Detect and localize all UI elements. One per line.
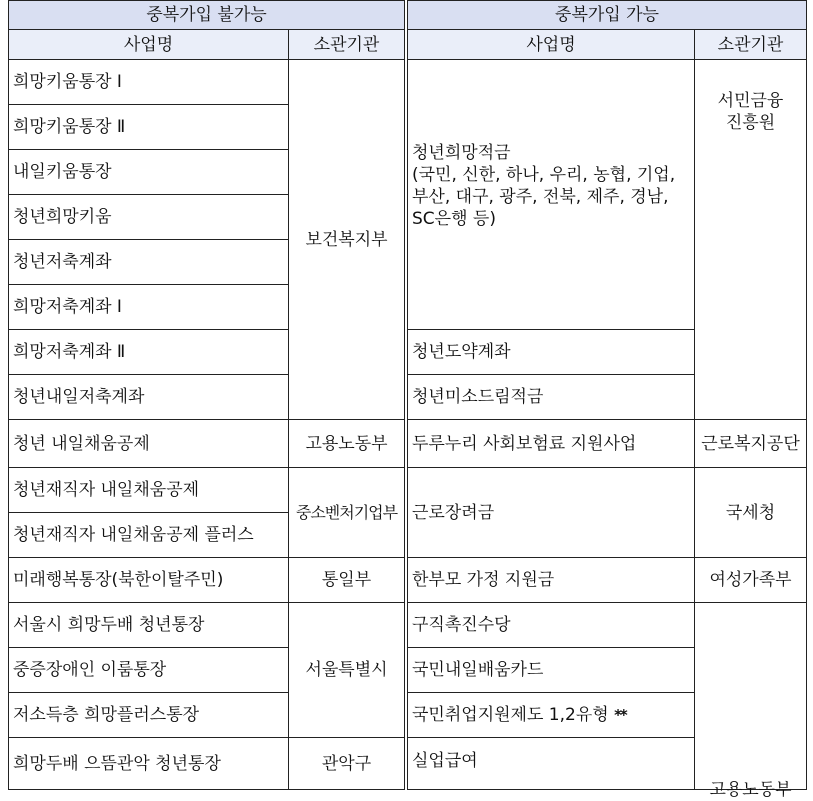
right-col-agency-header: 소관기관 [695, 30, 807, 60]
right-agency-cell [695, 603, 807, 800]
left-col-name-header: 사업명 [9, 30, 289, 60]
left-program-cell: 청년재직자 내일채움공제 [9, 468, 289, 513]
left-program-cell: 내일키움통장 [9, 150, 289, 195]
right-agency-cell [695, 60, 807, 420]
header-not-allowed: 중복가입 불가능 [9, 1, 405, 30]
left-program-cell: 청년재직자 내일채움공제 플러스 [9, 513, 289, 558]
left-col-agency-header: 소관기관 [289, 30, 405, 60]
right-agency-text: 서민금융 진흥원 [717, 90, 784, 133]
column-gap [405, 195, 408, 240]
left-agency-cell: 중소벤처기업부 [289, 468, 405, 558]
right-agency-text: 고용노동부 [709, 780, 792, 800]
program-comparison-table [8, 0, 807, 800]
left-program-cell: 서울시 희망두배 청년통장 [9, 603, 289, 648]
right-program-cell: 청년도약계좌 [408, 330, 695, 375]
right-program-text: 청년희망적금 (국민, 신한, 하나, 우리, 농협, 기업, 부산, 대구, 광주, 전북, 제주, 경남, SC은행 등) [412, 143, 676, 229]
right-program-cell [408, 693, 695, 738]
column-gap [405, 150, 408, 195]
left-agency-cell: 보건복지부 [289, 60, 405, 420]
column-gap [405, 240, 408, 285]
asterisk-mark: ** [614, 706, 626, 724]
right-program-cell: 두루누리 사회보험료 지원사업 [408, 420, 695, 468]
left-program-cell: 희망저축계좌 Ⅱ [9, 330, 289, 375]
right-program-cell: 한부모 가정 지원금 [408, 558, 695, 603]
right-col-name-header: 사업명 [408, 30, 695, 60]
left-program-cell: 희망키움통장 Ⅱ [9, 105, 289, 150]
left-program-cell: 청년저축계좌 [9, 240, 289, 285]
right-agency-cell: 여성가족부 [695, 558, 807, 603]
column-gap [405, 285, 408, 330]
left-agency-cell: 고용노동부 [289, 420, 405, 468]
left-agency-cell: 통일부 [289, 558, 405, 603]
right-program-cell: 청년미소드림적금 [408, 375, 695, 420]
right-program-cell: 구직촉진수당 [408, 603, 695, 648]
right-program-cell: 근로장려금 [408, 468, 695, 558]
left-agency-cell: 서울특별시 [289, 603, 405, 738]
right-program-cell: 국민내일배움카드 [408, 648, 695, 693]
left-program-cell: 청년희망키움 [9, 195, 289, 240]
right-program-cell [408, 60, 695, 330]
left-program-cell: 청년내일저축계좌 [9, 375, 289, 420]
left-agency-cell: 관악구 [289, 738, 405, 790]
header-allowed: 중복가입 가능 [408, 1, 807, 30]
left-program-cell: 희망저축계좌 Ⅰ [9, 285, 289, 330]
right-agency-cell: 근로복지공단 [695, 420, 807, 468]
column-gap [405, 513, 408, 558]
left-program-cell: 희망두배 으뜸관악 청년통장 [9, 738, 289, 790]
left-program-cell: 희망키움통장 Ⅰ [9, 60, 289, 105]
right-program-text: 국민취업지원제도 1,2유형 [412, 705, 609, 725]
right-program-cell: 실업급여 [408, 738, 695, 790]
column-gap [405, 105, 408, 150]
left-program-cell: 청년 내일채움공제 [9, 420, 289, 468]
left-program-cell: 중증장애인 이룸통장 [9, 648, 289, 693]
left-program-cell: 미래행복통장(북한이탈주민) [9, 558, 289, 603]
right-agency-cell: 국세청 [695, 468, 807, 558]
left-program-cell: 저소득층 희망플러스통장 [9, 693, 289, 738]
